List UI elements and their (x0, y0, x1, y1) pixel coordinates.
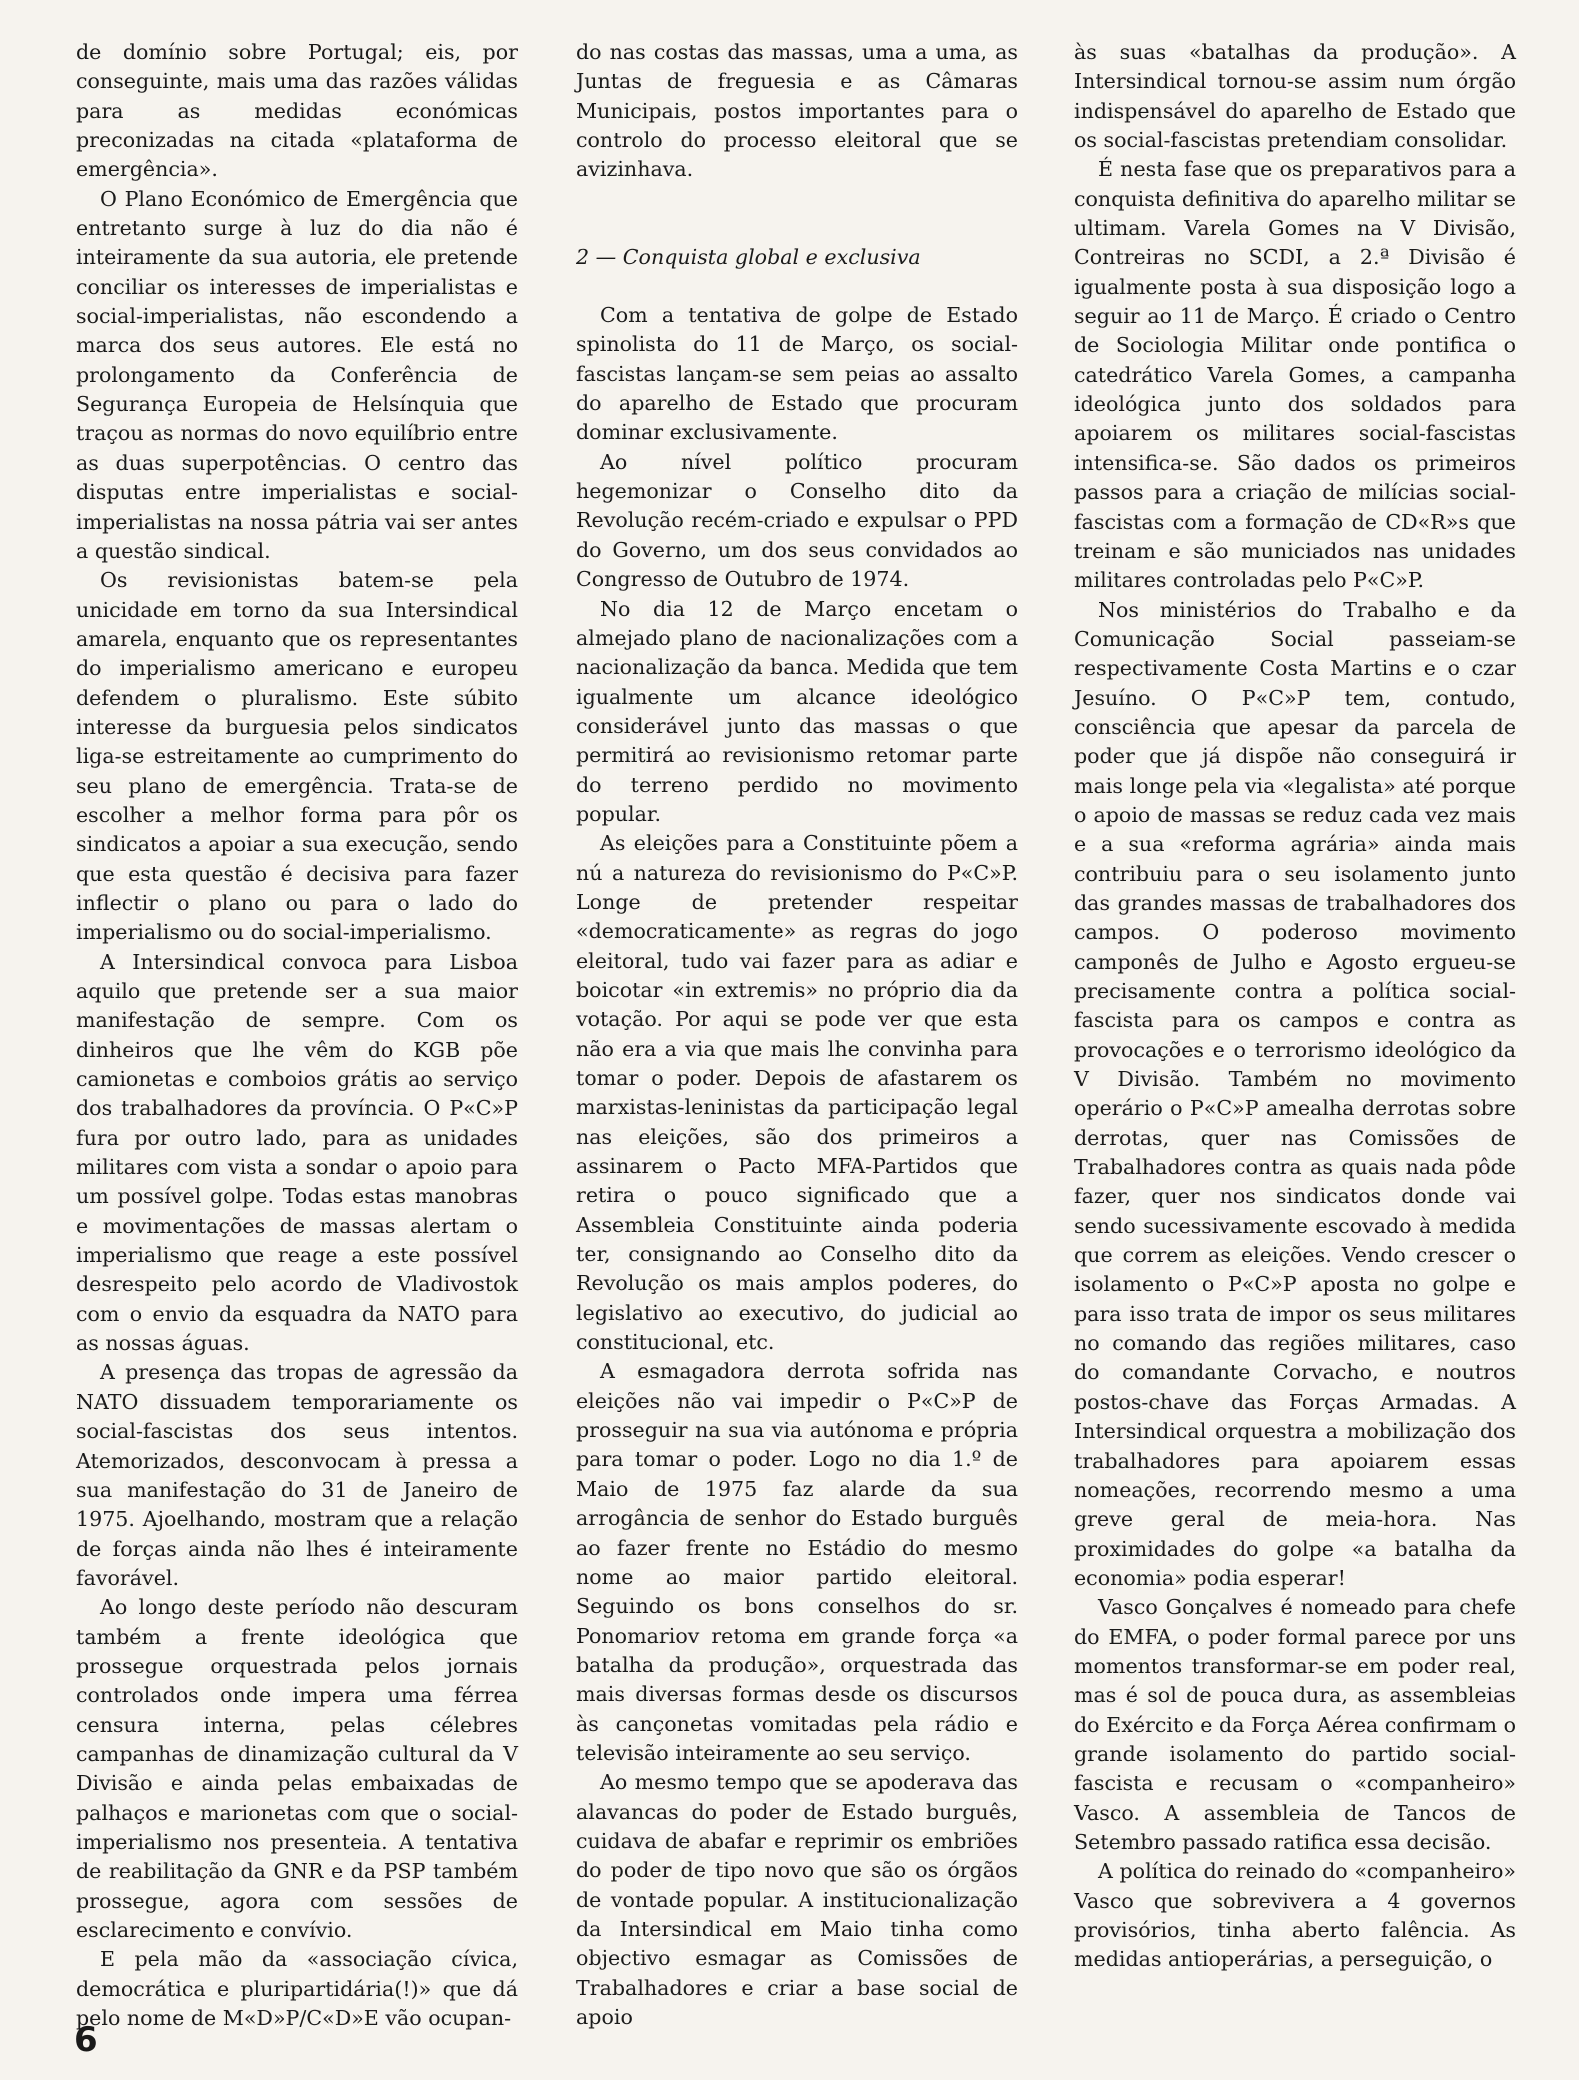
paragraph: E pela mão da «associação cívica, democrática e pluripartidária(!)» que dá pelo nome de M«D»P/C«D»E vão ocupan- (76, 1947, 518, 2031)
column-2 (576, 38, 1018, 2032)
paragraph: Ao longo deste período não descuram também a frente ideológica que prossegue orquestrada pelos jornais controlados onde impera uma férrea censura interna, pelas célebres campanhas de dinamização cultural da V Divisão e ainda pelas embaixadas de palhaços e marionetas com que o social-imperialismo nos presenteia. A tentativa de reabilitação da GNR e da PSP também prossegue, agora com sessões de esclarecimento e convívio. (76, 1595, 518, 1942)
article-body (72, 38, 1516, 2031)
paragraph: Ao nível político procuram hegemonizar o Conselho dito da Revolução recém-criado e expulsar o PPD do Governo, um dos seus convidados ao Congresso de Outubro de 1974. (576, 449, 1018, 592)
column-1 (76, 38, 518, 2033)
paragraph: No dia 12 de Março encetam o almejado plano de nacionalizações com a nacionalização da banca. Medida que tem igualmente um alcance ideológico considerável junto das massas o que permitirá ao revisionismo retomar parte do terreno perdido no movimento popular. (576, 596, 1018, 826)
paragraph: de domínio sobre Portugal; eis, por conseguinte, mais uma das razões válidas para as medidas económicas preconizadas na citada «plataforma de emergência». (76, 40, 518, 182)
paragraph: do nas costas das massas, uma a uma, as Juntas de freguesia e as Câmaras Municipais, postos importantes para o controlo do processo eleitoral que se avizinhava. (576, 40, 1018, 182)
paragraph: A esmagadora derrota sofrida nas eleições não vai impedir o P«C»P de prosseguir na sua via autónoma e própria para tomar o poder. Logo no dia 1.º de Maio de 1975 faz alarde da sua arrogância de senhor do Estado burguês ao fazer frente no Estádio do mesmo nome ao maior partido eleitoral. Seguindo os bons conselhos do sr. Ponomariov retoma em grande força «a batalha da produção», orquestrada das mais diversas formas desde os discursos às cançonetas vomitadas pela rádio e televisão inteiramente ao seu serviço. (576, 1359, 1018, 1765)
paragraph: A Intersindical convoca para Lisboa aquilo que pretende ser a sua maior manifestação de sempre. Com os dinheiros que lhe vêm do KGB põe camionetas e comboios grátis ao serviço dos trabalhadores da província. O P«C»P fura por outro lado, para as unidades militares com vista a sondar o apoio para um possível golpe. Todas estas manobras e movimentações de massas alertam o imperialismo que reage a este possível desrespeito pelo acordo de Vladivostok com o envio da esquadra da NATO para as nossas águas. (76, 949, 518, 1356)
paragraph: As eleições para a Constituinte põem a nú a natureza do revisionismo do P«C»P. Longe de pretender respeitar «democraticamente» as regras do jogo eleitoral, tudo vai fazer para as adiar e boicotar «in extremis» no próprio dia da votação. Por aqui se pode ver que esta não era a via que mais lhe convinha para tomar o poder. Depois de afastarem os marxistas-leninistas da participação legal nas eleições, são dos primeiros a assinarem o Pacto MFA-Partidos que retira o pouco significado que a Assembleia Constituinte ainda poderia ter, consignando ao Conselho dito da Revolução os mais amplos poderes, do legislativo ao executivo, do judicial ao constitucional, etc. (576, 831, 1018, 1355)
paragraph: às suas «batalhas da produção». A Intersindical tornou-se assim num órgão indispensável do aparelho de Estado que os social-fascistas pretendiam consolidar. (1074, 40, 1516, 153)
paragraph: É nesta fase que os preparativos para a conquista definitiva do aparelho militar se ultimam. Varela Gomes na V Divisão, Contreiras no SCDI, a 2.ª Divisão é igualmente posta à sua disposição logo a seguir ao 11 de Março. É criado o Centro de Sociologia Militar onde pontifica o catedrático Varela Gomes, a campanha ideológica junto dos soldados para apoiarem os militares social-fascistas intensifica-se. São dados os primeiros passos para a criação de milícias social-fascistas com a formação de CD«R»s que treinam e são municiados nas unidades militares controladas pelo P«C»P. (1074, 157, 1516, 593)
paragraph: Nos ministérios do Trabalho e da Comunicação Social passeiam-se respectivamente Costa Martins e o czar Jesuíno. O P«C»P tem, contudo, consciência que apesar da parcela de poder que já dispõe não conseguirá ir mais longe pela via «legalista» até porque o apoio de massas se reduz cada vez mais e a sua «reforma agrária» ainda mais contribuiu para o seu isolamento junto das grandes massas de trabalhadores dos campos. O poderoso movimento camponês de Julho e Agosto ergueu-se precisamente contra a política social-fascista para os campos e contra as provocações e o terrorismo ideológico da V Divisão. Também no movimento operário o P«C»P amealha derrotas sobre derrotas, quer nas Comissões de Trabalhadores contra as quais nada pôde fazer, quer nos sindicatos donde vai sendo sucessivamente escovado à medida que correm as eleições. Vendo crescer o isolamento o P«C»P aposta no golpe e para isso trata de impor os seus militares no comando das regiões militares, caso do comandante Corvacho, e noutros postos-chave das Forças Armadas. A Intersindical orquestra a mobilização dos trabalhadores para apoiarem essas nomeações, recorrendo mesmo a uma greve geral de meia-hora. Nas proximidades do golpe «a batalha da economia» podia esperar! (1074, 597, 1516, 1590)
paragraph: Vasco Gonçalves é nomeado para chefe do EMFA, o poder formal parece por uns momentos transformar-se em poder real, mas é sol de pouca dura, as assembleias do Exército e da Força Aérea confirmam o grande isolamento do partido social-fascista e recusam o «companheiro» Vasco. A assembleia de Tancos de Setembro passado ratifica essa decisão. (1074, 1595, 1516, 1854)
column-3 (1074, 38, 1516, 1975)
paragraph: A presença das tropas de agressão da NATO dissuadem temporariamente os social-fascistas dos seus intentos. Atemorizados, desconvocam à pressa a sua manifestação do 31 de Janeiro de 1975. Ajoelhando, mostram que a relação de forças ainda não lhes é inteiramente favorável. (76, 1360, 518, 1590)
paragraph: Ao mesmo tempo que se apoderava das alavancas do poder de Estado burguês, cuidava de abafar e reprimir os embriões do poder de tipo novo que são os órgãos de vontade popular. A institucionalização da Intersindical em Maio tinha como objectivo esmagar as Comissões de Trabalhadores e criar a base social de apoio (576, 1770, 1018, 2029)
paragraph: Com a tentativa de golpe de Estado spinolista do 11 de Março, os social-fascistas lançam-se sem peias ao assalto do aparelho de Estado que procuram dominar exclusivamente. (576, 303, 1018, 445)
paragraph: A política do reinado do «companheiro» Vasco que sobrevivera a 4 governos provisórios, tinha aberto falência. As medidas antioperárias, a perseguição, o (1074, 1859, 1516, 1972)
paragraph: O Plano Económico de Emergência que entretanto surge à luz do dia não é inteiramente da sua autoria, ele pretende conciliar os interesses de imperialistas e social-imperialistas, não escondendo a marca dos seus autores. Ele está no prolongamento da Conferência de Segurança Europeia de Helsínquia que traçou as normas do novo equilíbrio entre as duas superpotências. O centro das disputas entre imperialistas e social-imperialistas na nossa pátria vai ser antes a questão sindical. (76, 186, 518, 563)
page-number: 6 (74, 2020, 98, 2060)
paragraph: Os revisionistas batem-se pela unicidade em torno da sua Intersindical amarela, enquanto que os representantes do imperialismo americano e europeu defendem o pluralismo. Este súbito interesse da burguesia pelos sindicatos liga-se estreitamente ao cumprimento do seu plano de emergência. Trata-se de escolher a melhor forma para pôr os sindicatos a apoiar a sua execução, sendo que esta questão é decisiva para fazer inflectir o plano ou para o lado do imperialismo ou do social-imperialismo. (76, 568, 518, 945)
section-heading: 2 — Conquista global e exclusiva (576, 244, 921, 269)
